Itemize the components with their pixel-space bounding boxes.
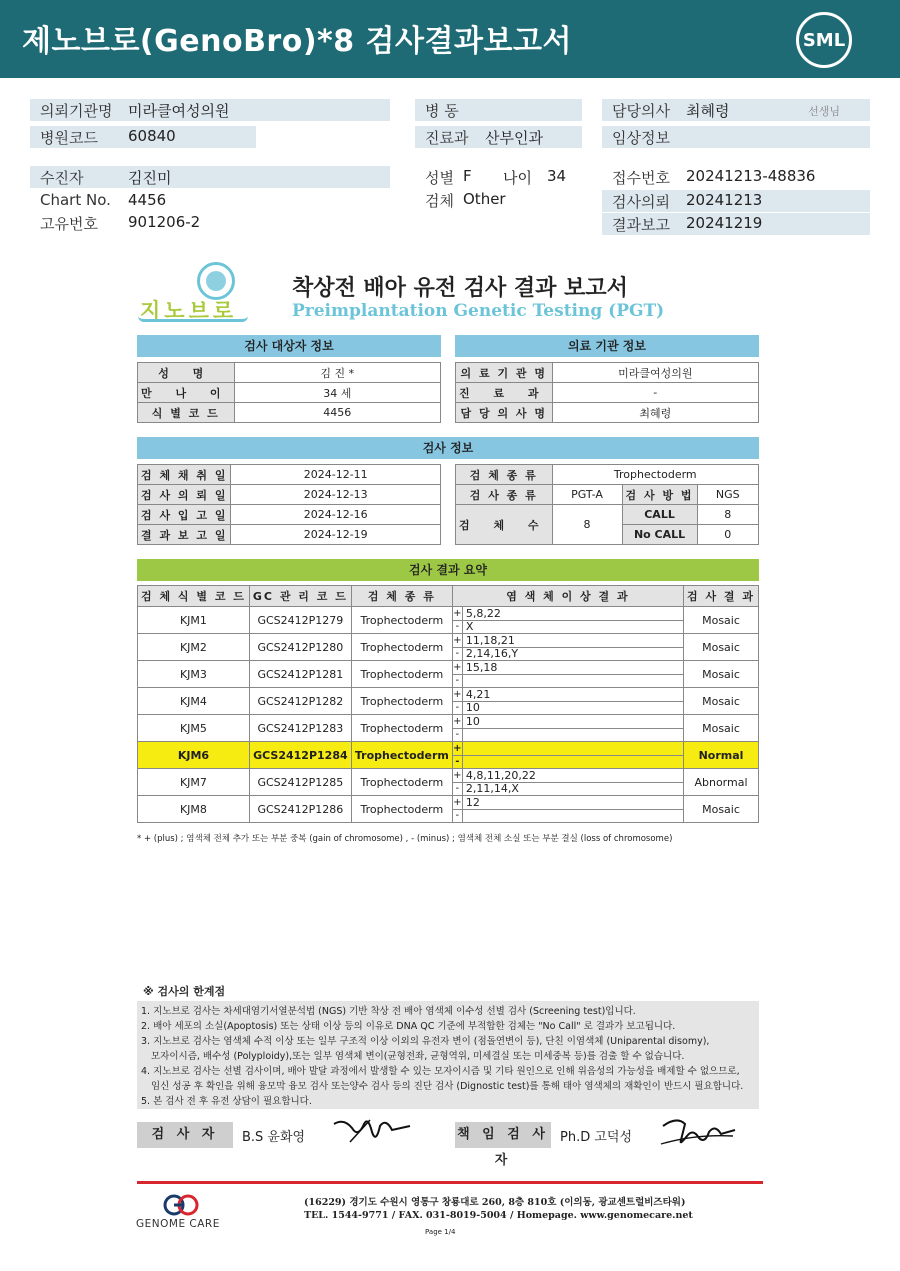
chart-value: 4456 (128, 191, 167, 209)
request-value: 20241213 (686, 191, 763, 209)
contact-line: TEL. 1544-9771 / FAX. 031-8019-5004 / Homepage. www.genomecare.net (304, 1210, 693, 1221)
subject-row (138, 363, 441, 383)
gc-code-cell: GCS2412P1282 (249, 688, 351, 715)
receipt-row (602, 166, 870, 188)
subject-row (138, 383, 441, 403)
limitations-box (137, 1001, 759, 1109)
specimen-type-cell: Trophectoderm (351, 607, 452, 634)
table-row (138, 742, 759, 756)
institution-info-heading: 의료 기관 정보 (455, 335, 759, 357)
col-specimen-type: 검 체 종 류 (351, 586, 452, 607)
gain-chromosomes-cell: 4,21 (462, 688, 683, 702)
supervisor-signature-icon (655, 1114, 739, 1148)
loss-chromosomes-cell: 10 (462, 701, 683, 715)
results-heading: 검사 결과 요약 (137, 559, 759, 581)
supervisor-name: Ph.D 고덕성 (560, 1130, 633, 1145)
footer-address (304, 1196, 693, 1222)
specimen-id-cell: KJM1 (138, 607, 250, 634)
result-date-label: 결 과 보 고 일 (138, 525, 231, 545)
institution-label: 의뢰기관명 (40, 102, 113, 120)
hospital-code-value: 60840 (128, 127, 176, 145)
clinical-label: 임상정보 (612, 129, 670, 147)
request-date-value: 2024-12-13 (231, 485, 441, 505)
table-row (138, 661, 759, 675)
unique-row (30, 212, 390, 234)
specimen-type-value: Trophectoderm (552, 465, 758, 485)
sml-logo-text: SML (802, 30, 846, 51)
receive-date-value: 2024-12-16 (231, 505, 441, 525)
specimen-id-cell: KJM8 (138, 796, 250, 823)
specimen-type-row (456, 465, 759, 485)
footer-divider (137, 1181, 763, 1184)
plus-sign-cell: + (453, 796, 462, 808)
subject-age-label: 만 나 이 (138, 383, 235, 403)
request-date-label: 검 사 의 뢰 일 (138, 485, 231, 505)
specimen-id-cell: KJM6 (138, 742, 250, 769)
report-header-title: 제노브로(GenoBro)*8 검사결과보고서 (22, 24, 572, 59)
minus-sign-cell: - (452, 728, 462, 742)
specimen-type-cell: Trophectoderm (351, 715, 452, 742)
limitation-line: 1. 지노브로 검사는 차세대염기서열분석법 (NGS) 기반 착상 전 배아 염색체 이수성 선별 검사 (Screening test)입니다. (141, 1006, 636, 1017)
report-date-row (602, 213, 870, 235)
table-row (138, 634, 759, 648)
limitation-line: 5. 본 검사 전 후 유전 상담이 필요합니다. (141, 1096, 312, 1107)
gc-code-cell: GCS2412P1283 (249, 715, 351, 742)
test-dates-table (137, 464, 441, 545)
page-number: Page 1/4 (425, 1228, 456, 1236)
gc-code-cell: GCS2412P1286 (249, 796, 351, 823)
specimen-value: Other (463, 190, 506, 208)
report-title: 착상전 배아 유전 검사 결과 보고서 (292, 276, 628, 301)
col-result: 검 사 결 과 (684, 586, 759, 607)
sex-value: F (463, 167, 472, 185)
call-row (456, 505, 759, 525)
subject-name-label: 성 명 (138, 363, 235, 383)
collect-date-label: 검 체 채 취 일 (138, 465, 231, 485)
header-bar (0, 0, 900, 78)
chart-row (30, 190, 390, 212)
specimen-id-cell: KJM5 (138, 715, 250, 742)
report-subtitle: Preimplantation Genetic Testing (PGT) (292, 301, 665, 321)
method-value: NGS (697, 485, 758, 505)
result-cell: Normal (684, 742, 759, 769)
genome-care-logo-icon (162, 1193, 200, 1217)
limitation-line: 임신 성공 후 확인을 위해 융모막 융모 검사 또는양수 검사 등의 진단 검사 (Dignostic test)를 통해 태아 염색체의 재확인이 반드시 필요합니다. (151, 1081, 744, 1092)
report-date-label: 결과보고 (612, 216, 670, 234)
test-date-row (138, 525, 441, 545)
call-value: 8 (697, 505, 758, 525)
tester-label: 검 사 자 (137, 1122, 233, 1148)
request-row (602, 190, 870, 212)
col-specimen-id: 검 체 식 별 코 드 (138, 586, 250, 607)
dept-label: 진료과 (425, 129, 469, 147)
plus-sign-cell: + (453, 634, 462, 646)
specimen-type-cell: Trophectoderm (351, 796, 452, 823)
loss-chromosomes-cell: 2,14,16,Y (462, 647, 683, 661)
subject-name-value: 김 진 * (234, 363, 440, 383)
result-date-value: 2024-12-19 (231, 525, 441, 545)
table-row (138, 688, 759, 702)
dept-row (415, 126, 582, 148)
count-value: 8 (552, 505, 622, 545)
result-cell: Mosaic (684, 796, 759, 823)
inst-doctor-value: 최혜령 (552, 403, 758, 423)
limitation-line: 2. 배아 세포의 소실(Apoptosis) 또는 상태 이상 등의 이유로 DNA QC 기준에 부적합한 검체는 "No Call" 로 결과가 보고됩니다. (141, 1021, 676, 1032)
subject-code-value: 4456 (234, 403, 440, 423)
receipt-value: 20241213-48836 (686, 167, 816, 185)
result-cell: Mosaic (684, 661, 759, 688)
address-line: (16229) 경기도 수원시 영통구 창룡대로 260, 8층 810호 (이의동, 광교센트럴비즈타워) (304, 1197, 686, 1208)
unique-label: 고유번호 (40, 215, 98, 233)
genobro-logo-text: 지노브로 (140, 299, 238, 323)
plus-sign-cell: + (453, 607, 462, 619)
loss-chromosomes-cell (462, 809, 683, 823)
tester-name: B.S 윤화영 (242, 1130, 306, 1145)
specimen-type-label: 검 체 종 류 (456, 465, 553, 485)
specimen-id-cell: KJM7 (138, 769, 250, 796)
loss-chromosomes-cell: 2,11,14,X (462, 782, 683, 796)
doctor-label: 담당의사 (612, 102, 670, 120)
institution-value: 미라클여성의원 (128, 102, 230, 120)
age-label: 나이 (503, 169, 532, 187)
sex-age-row (415, 166, 585, 188)
gc-code-cell: GCS2412P1285 (249, 769, 351, 796)
count-label: 검 체 수 (456, 505, 553, 545)
minus-sign-cell: - (452, 809, 462, 823)
plus-sign-cell: + (453, 661, 462, 673)
minus-sign-cell: - (452, 782, 462, 796)
gc-code-cell: GCS2412P1284 (249, 742, 351, 769)
specimen-type-cell: Trophectoderm (351, 661, 452, 688)
specimen-id-cell: KJM2 (138, 634, 250, 661)
inst-name-label: 의 료 기 관 명 (456, 363, 553, 383)
limitations-title: ※ 검사의 한계점 (143, 985, 226, 998)
call-label: CALL (622, 505, 697, 525)
minus-sign-cell: - (452, 647, 462, 661)
results-table (137, 585, 759, 823)
nocall-label: No CALL (622, 525, 697, 545)
loss-chromosomes-cell: X (462, 620, 683, 634)
limitation-line: 모자이시즘, 배수성 (Polyploidy),또는 일부 염색체 변이(균형전좌, 균형역위, 미세결실 또는 미세중복 등)를 검출 할 수 없습니다. (151, 1051, 685, 1062)
test-info-heading: 검사 정보 (137, 437, 759, 459)
specimen-id-cell: KJM4 (138, 688, 250, 715)
loss-chromosomes-cell (462, 728, 683, 742)
nocall-value: 0 (697, 525, 758, 545)
gain-chromosomes-cell (462, 742, 683, 756)
hospital-code-label: 병원코드 (40, 129, 98, 147)
report-date-value: 20241219 (686, 214, 763, 232)
gc-code-cell: GCS2412P1281 (249, 661, 351, 688)
results-header-row (138, 586, 759, 607)
minus-sign-cell: - (452, 701, 462, 715)
limitation-line: 3. 지노브로 검사는 염색체 수적 이상 또는 일부 구조적 이상 이외의 유전자 변이 (점돌연변이 등), 단친 이염색체 (Uniparental disomy), (141, 1036, 710, 1047)
col-abnormality: 염 색 체 이 상 결 과 (452, 586, 683, 607)
patient-row (30, 166, 390, 188)
test-type-label: 검 사 종 류 (456, 485, 553, 505)
table-row (138, 607, 759, 621)
doctor-value: 최혜령 (686, 102, 730, 120)
patient-value: 김진미 (128, 169, 172, 187)
ward-label: 병 동 (425, 102, 459, 120)
receipt-label: 접수번호 (612, 169, 670, 187)
result-cell: Mosaic (684, 607, 759, 634)
collect-date-value: 2024-12-11 (231, 465, 441, 485)
method-label: 검 사 방 법 (622, 485, 697, 505)
test-type-row (456, 485, 759, 505)
subject-age-value: 34 세 (234, 383, 440, 403)
loss-chromosomes-cell (462, 755, 683, 769)
institution-info-table (455, 362, 759, 423)
minus-sign-cell: - (452, 674, 462, 688)
col-gc-code: GC 관 리 코 드 (249, 586, 351, 607)
clinical-row (602, 126, 870, 148)
result-cell: Mosaic (684, 634, 759, 661)
subject-info-heading: 검사 대상자 정보 (137, 335, 441, 357)
ward-row (415, 99, 582, 121)
test-date-row (138, 465, 441, 485)
gain-chromosomes-cell: 4,8,11,20,22 (462, 769, 683, 783)
minus-sign-cell: - (452, 620, 462, 634)
table-row (138, 715, 759, 729)
receive-date-label: 검 사 입 고 일 (138, 505, 231, 525)
plus-sign-cell: + (453, 715, 462, 727)
test-type-value: PGT-A (552, 485, 622, 505)
genome-care-logo-text: GENOME CARE (136, 1218, 220, 1230)
plus-sign-cell: + (453, 769, 462, 781)
gain-chromosomes-cell: 11,18,21 (462, 634, 683, 648)
inst-doctor-label: 담 당 의 사 명 (456, 403, 553, 423)
age-value: 34 (547, 167, 567, 185)
inst-name-value: 미라클여성의원 (552, 363, 758, 383)
gc-code-cell: GCS2412P1279 (249, 607, 351, 634)
subject-code-label: 식 별 코 드 (138, 403, 235, 423)
gain-chromosomes-cell: 10 (462, 715, 683, 729)
specimen-type-cell: Trophectoderm (351, 688, 452, 715)
loss-chromosomes-cell (462, 674, 683, 688)
gain-chromosomes-cell: 12 (462, 796, 683, 810)
result-cell: Mosaic (684, 688, 759, 715)
chart-label: Chart No. (40, 191, 111, 209)
plus-sign-cell: + (453, 688, 462, 700)
result-cell: Mosaic (684, 715, 759, 742)
minus-sign-cell: - (452, 755, 462, 769)
gain-chromosomes-cell: 5,8,22 (462, 607, 683, 621)
specimen-type-cell: Trophectoderm (351, 769, 452, 796)
specimen-type-cell: Trophectoderm (351, 634, 452, 661)
tester-signature-icon (330, 1114, 414, 1148)
institution-row (456, 363, 759, 383)
sml-logo-icon (796, 12, 852, 68)
test-date-row (138, 485, 441, 505)
specimen-label: 검체 (425, 192, 454, 210)
results-footnote: * + (plus) ; 염색체 전체 추가 또는 부분 중복 (gain of chromosome) , - (minus) ; 염색체 전체 소실 또는 부분 결실 (loss of chromosome) (137, 834, 673, 844)
limitation-line: 4. 지노브로 검사는 선별 검사이며, 배아 발달 과정에서 발생할 수 있는 모자이시즘 및 기타 원인으로 인해 위음성의 가능성을 배제할 수 없으므로, (141, 1066, 740, 1077)
inst-dept-label: 진 료 과 (456, 383, 553, 403)
institution-row (456, 383, 759, 403)
patient-label: 수진자 (40, 169, 84, 187)
inst-dept-value: - (552, 383, 758, 403)
hospital-code-row (30, 126, 256, 148)
table-row (138, 769, 759, 783)
request-label: 검사의뢰 (612, 193, 670, 211)
gc-code-cell: GCS2412P1280 (249, 634, 351, 661)
doctor-suffix: 선생님 (808, 105, 840, 118)
plus-sign-cell: + (453, 742, 462, 754)
subject-info-table (137, 362, 441, 423)
dept-value: 산부인과 (485, 129, 543, 147)
logo-swoosh-icon (138, 316, 248, 322)
table-row (138, 796, 759, 810)
gain-chromosomes-cell: 15,18 (462, 661, 683, 675)
sex-label: 성별 (425, 169, 454, 187)
test-date-row (138, 505, 441, 525)
unique-value: 901206-2 (128, 213, 201, 231)
test-specs-table (455, 464, 759, 545)
specimen-row (415, 189, 585, 211)
institution-row (30, 99, 390, 121)
doctor-row (602, 99, 870, 121)
specimen-type-cell: Trophectoderm (351, 742, 452, 769)
institution-row (456, 403, 759, 423)
subject-row (138, 403, 441, 423)
specimen-id-cell: KJM3 (138, 661, 250, 688)
supervisor-label: 책 임 검 사 자 (455, 1122, 551, 1148)
result-cell: Abnormal (684, 769, 759, 796)
